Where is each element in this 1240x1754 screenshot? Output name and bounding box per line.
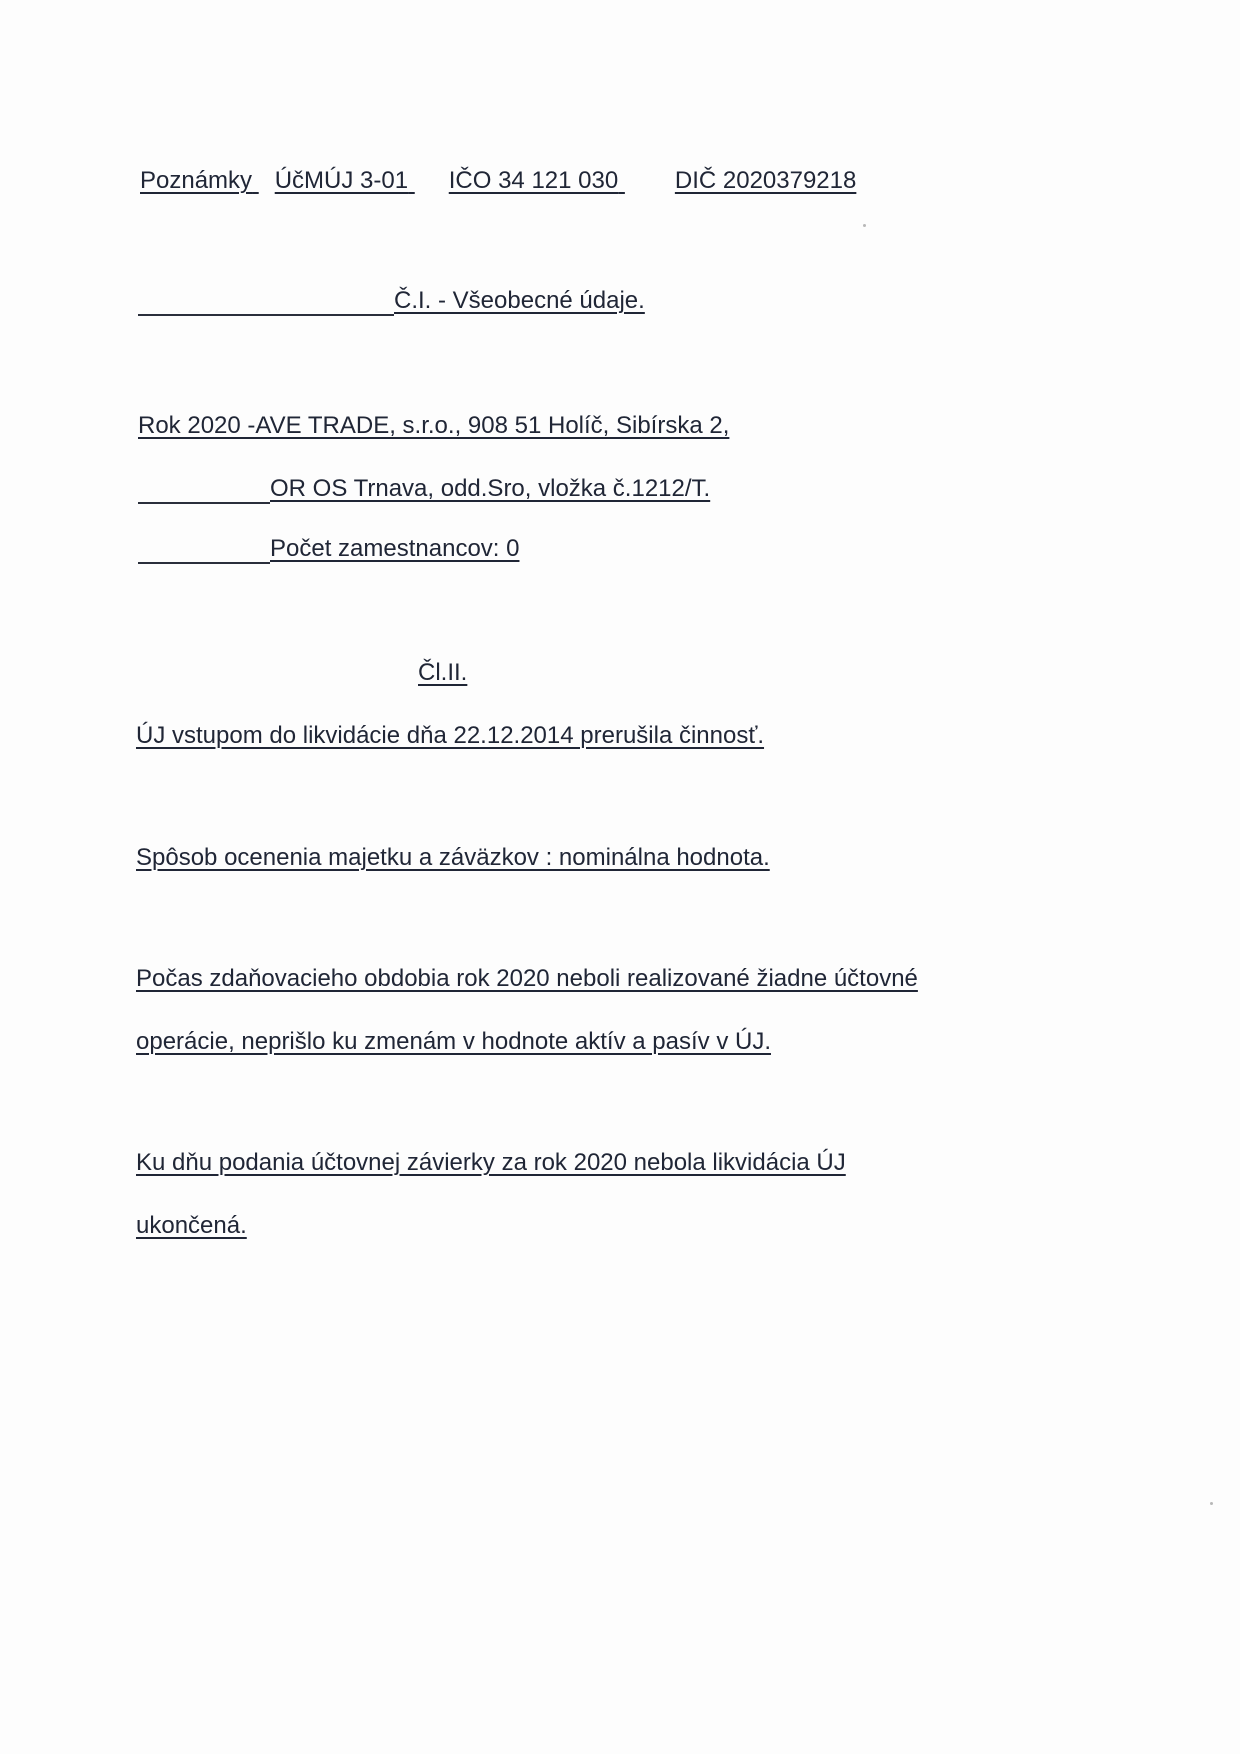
paragraph-operations-line-2: operácie, neprišlo ku zmenám v hodnote aktív a pasív v ÚJ. xyxy=(136,1028,771,1055)
paragraph-operations-line-1: Počas zdaňovacieho obdobia rok 2020 neboli realizované žiadne účtovné xyxy=(136,965,918,992)
scan-speck xyxy=(1210,1502,1213,1505)
form-code: ÚčMÚJ 3-01 xyxy=(274,167,409,194)
paragraph-closure-line-1: Ku dňu podania účtovnej závierky za rok 2020 nebola likvidácia ÚJ xyxy=(136,1149,846,1176)
scan-speck xyxy=(863,224,866,227)
header-line xyxy=(140,166,856,196)
paragraph-valuation: Spôsob ocenenia majetku a záväzkov : nominálna hodnota. xyxy=(136,844,770,871)
ico-number: IČO 34 121 030 xyxy=(448,167,619,194)
paragraph-closure-line-2: ukončená. xyxy=(136,1212,247,1239)
employee-count: Počet zamestnancov: 0 xyxy=(270,535,520,562)
section1-heading: Č.I. - Všeobecné údaje. xyxy=(394,287,645,314)
company-line-3-rule xyxy=(138,562,270,564)
company-line-2-rule xyxy=(138,502,270,504)
heading-rule xyxy=(138,314,394,316)
paragraph-liquidation: ÚJ vstupom do likvidácie dňa 22.12.2014 prerušila činnosť. xyxy=(136,722,765,749)
notes-title: Poznámky xyxy=(140,167,253,194)
company-line-1: Rok 2020 -AVE TRADE, s.r.o., 908 51 Holíč, Sibírska 2, xyxy=(138,412,730,439)
section2-heading: Čl.II. xyxy=(418,659,468,686)
dic-number: DIČ 2020379218 xyxy=(674,167,857,194)
company-line-2: OR OS Trnava, odd.Sro, vložka č.1212/T. xyxy=(270,475,711,502)
